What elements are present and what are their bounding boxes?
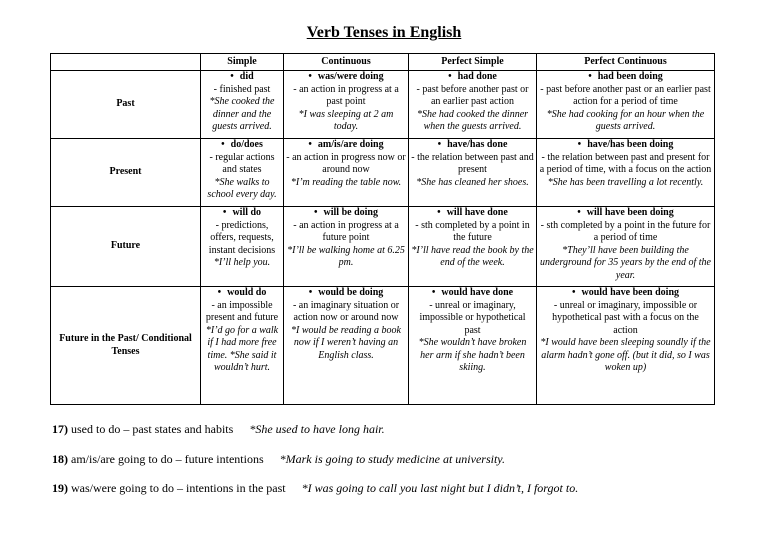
tense-description: - the relation between past and present for a period of time, with a focus on the action (539, 151, 712, 175)
note-number: 19) (52, 481, 68, 495)
note-item (52, 452, 505, 467)
bullet-icon: • (448, 71, 452, 82)
tense-cell (537, 287, 715, 405)
note-text: am/is/are going to do – future intentions (71, 452, 264, 466)
tense-description: - past before another past or an earlier past action for a period of time (540, 83, 711, 107)
tense-form: • will have done (437, 207, 508, 218)
tense-form: • was/were doing (308, 71, 384, 82)
tense-description: - an impossible present and future (205, 299, 279, 323)
tense-description: - regular actions and states (209, 151, 275, 175)
bullet-icon: • (431, 287, 436, 298)
header-empty (51, 54, 201, 71)
note-number: 17) (52, 422, 68, 436)
tense-description: - sth completed by a point in the future (415, 219, 530, 243)
bullet-icon: • (222, 207, 227, 218)
tense-cell (284, 139, 409, 207)
tense-cell (537, 71, 715, 139)
row-label: Past (51, 71, 201, 139)
table-row (51, 207, 715, 287)
bullet-icon: • (571, 287, 576, 298)
note-example: *I was going to call you last night but I didn’t, I forgot to. (301, 481, 579, 495)
tense-example: *I’ll be walking home at 6.25 pm. (287, 244, 405, 268)
tense-description: - predictions, offers, requests, instant decisions (208, 219, 276, 256)
tense-example: *She wouldn’t have broken her arm if she hadn’t been skiing. (418, 337, 527, 373)
table-row (51, 287, 715, 405)
tense-description: - unreal or imaginary, impossible or hypothetical past with a focus on the action (552, 299, 699, 336)
tense-example: *She had cooked the dinner when the guests arrived. (416, 108, 529, 132)
table-row (51, 139, 715, 207)
header-continuous: Continuous (284, 54, 409, 71)
note-example: *She used to have long hair. (249, 422, 385, 436)
bullet-icon: • (588, 71, 592, 82)
tense-description: - finished past (213, 83, 271, 95)
tense-form: • do/does (221, 139, 263, 150)
bullet-icon: • (437, 207, 441, 218)
tense-example: *I was sleeping at 2 am today. (298, 108, 394, 132)
tense-example: *I would be reading a book now if I weren’t having an English class. (291, 324, 401, 361)
tense-description: - an action in progress now or around now (286, 151, 406, 175)
tense-example: *I would have been sleeping soundly if the alarm hadn’t gone off. (but it did, so I was woken up) (540, 337, 711, 373)
tense-form: • had been doing (588, 71, 663, 82)
tense-form: • will have been doing (577, 207, 674, 218)
tense-example: *She has cleaned her shoes. (416, 176, 529, 188)
tense-form: • would be doing (308, 287, 384, 298)
tense-cell (409, 207, 537, 287)
row-label: Future in the Past/ Conditional Tenses (51, 287, 201, 405)
tense-description: - the relation between past and present (411, 151, 534, 175)
tense-example: *I’ll have read the book by the end of the week. (411, 244, 534, 268)
tense-form: • did (230, 71, 254, 82)
bullet-icon: • (577, 207, 581, 218)
tense-form: • would do (217, 287, 267, 298)
note-number: 18) (52, 452, 68, 466)
note-text: was/were going to do – intentions in the past (71, 481, 286, 495)
row-label: Present (51, 139, 201, 207)
header-simple: Simple (201, 54, 284, 71)
tense-form: • have/has done (437, 139, 508, 150)
header-perfect-simple: Perfect Simple (409, 54, 537, 71)
tense-cell (201, 207, 284, 287)
bullet-icon: • (221, 139, 225, 150)
tense-form: • would have been doing (571, 287, 680, 298)
tense-example: *I’m reading the table now. (290, 176, 402, 188)
tense-cell (409, 71, 537, 139)
tense-form: • will do (222, 207, 262, 218)
tense-example: *She walks to school every day. (207, 176, 277, 200)
tense-cell (201, 139, 284, 207)
note-item (52, 422, 385, 437)
table-row (51, 71, 715, 139)
bullet-icon: • (217, 287, 222, 298)
bullet-icon: • (308, 71, 312, 82)
table-header-row (51, 54, 715, 71)
tense-example: *I’d go for a walk if I had more free time. *She said it wouldn’t hurt. (205, 324, 279, 373)
bullet-icon: • (437, 139, 442, 150)
bullet-icon: • (577, 139, 582, 150)
tense-description: - an action in progress at a future point (293, 219, 399, 243)
header-perfect-continuous: Perfect Continuous (537, 54, 715, 71)
tense-cell (284, 207, 409, 287)
tense-description: - an action in progress at a past point (293, 83, 399, 107)
tense-cell (409, 287, 537, 405)
tense-form: • had done (448, 71, 497, 82)
page-title: Verb Tenses in English (306, 24, 462, 41)
note-item (52, 481, 578, 496)
bullet-icon: • (308, 287, 313, 298)
tense-example: *She cooked the dinner and the guests arrived. (209, 96, 275, 132)
tense-cell (409, 139, 537, 207)
tense-example: *She has been travelling a lot recently. (547, 176, 704, 188)
note-example: *Mark is going to study medicine at university. (279, 452, 505, 466)
tense-form: • have/has been doing (577, 139, 674, 150)
row-label: Future (51, 207, 201, 287)
tense-description: - sth completed by a point in the future for a period of time (540, 219, 711, 243)
tense-description: - unreal or imaginary, impossible or hypothetical past (419, 299, 526, 336)
tense-example: *I’ll help you. (213, 257, 271, 268)
tense-description: - an imaginary situation or action now or around now (292, 299, 400, 323)
tense-description: - past before another past or an earlier past action (416, 83, 529, 107)
tense-cell (284, 287, 409, 405)
bullet-icon: • (314, 207, 318, 218)
bullet-icon: • (308, 139, 312, 150)
tense-form: • am/is/are doing (308, 139, 384, 150)
tense-cell (537, 207, 715, 287)
tense-cell (201, 287, 284, 405)
tense-form: • will be doing (314, 207, 378, 218)
tense-cell (284, 71, 409, 139)
tense-cell (537, 139, 715, 207)
bullet-icon: • (230, 71, 234, 82)
tense-cell (201, 71, 284, 139)
verb-tenses-table (50, 53, 715, 405)
tense-example: *She had cooking for an hour when the guests arrived. (546, 108, 705, 132)
tense-form: • would have done (431, 287, 514, 298)
tense-example: *They’ll have been building the underground for 35 years by the end of the year. (540, 244, 711, 281)
note-text: used to do – past states and habits (71, 422, 234, 436)
